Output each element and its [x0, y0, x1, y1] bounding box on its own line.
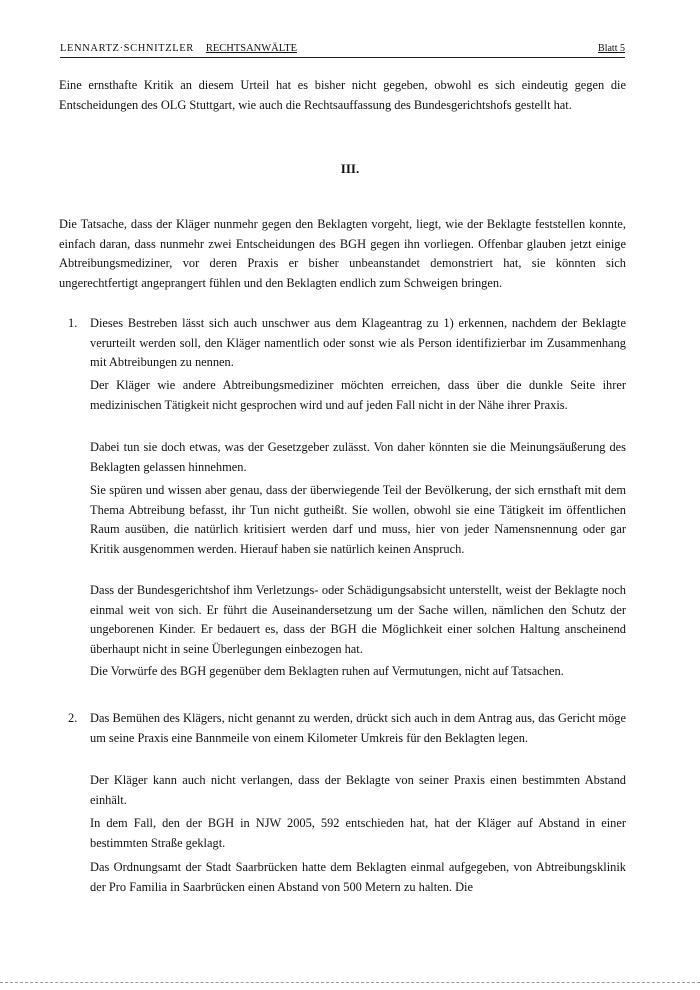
- firm-subtitle: RECHTSANWÄLTE: [205, 43, 298, 54]
- item-2-paragraph-4: Das Ordnungsamt der Stadt Saarbrücken hatte dem Beklagten einmal aufgegeben, von Abtreibungsklinik der Pro Familia in Saarbrücken einen Abstand von 500 Metern zu halten. Die: [90, 860, 626, 894]
- item-2-paragraph-1: Das Bemühen des Klägers, nicht genannt zu werden, drückt sich auch in dem Antrag aus, das Gericht möge um seine Praxis eine Bannmeile von einem Kilometer Umkreis für den Beklagten legen.: [90, 711, 626, 745]
- item-1-paragraph-6: Die Vorwürfe des BGH gegenüber dem Beklagten ruhen auf Vermutungen, nicht auf Tatsachen.: [90, 664, 564, 678]
- item-number-1: 1.: [68, 316, 78, 330]
- item-2-paragraph-2: Der Kläger kann auch nicht verlangen, dass der Beklagte von seiner Praxis einen bestimmten Abstand einhält.: [90, 773, 626, 807]
- item-1-paragraph-2: Der Kläger wie andere Abtreibungsmediziner möchten erreichen, dass über die dunkle Seite ihrer medizinischen Tätigkeit nicht gesprochen wird und auf jeden Fall nicht in der Nähe ihrer Praxis.: [90, 378, 626, 412]
- page-number: Blatt 5: [598, 43, 625, 54]
- firm-name: LENNARTZ·SCHNITZLER RECHTSANWÄLTE: [60, 43, 298, 54]
- letterhead: [60, 43, 625, 58]
- item-1-paragraph-4: Sie spüren und wissen aber genau, dass der überwiegende Teil der Bevölkerung, der sich ernsthaft mit dem Thema Abtreibung befasst, ihr Tun nicht gutheißt. Sie wollen, obwohl sie eine Tätigkeit im öffentlichen Raum ausüben, die natürlich kritisiert werden darf und muss, hier von jeder Namensnennung oder gar Kritik ausgenommen werden. Hierauf haben sie natürlich keinen Anspruch.: [90, 483, 626, 556]
- intro-paragraph: Eine ernsthafte Kritik an diesem Urteil hat es bisher nicht gegeben, obwohl es sich eindeutig gegen die Entscheidungen des OLG Stuttgart, wie auch die Rechtsauffassung des Bundesgerichtshofs gestellt hat.: [59, 78, 626, 112]
- item-1-paragraph-1: Dieses Bestreben lässt sich auch unschwer aus dem Klageantrag zu 1) erkennen, nachdem der Beklagte verurteilt werden soll, den Kläger namentlich oder sonst wie als Person identifizierbar im Zusammenhang mit Abtreibungen zu nennen.: [90, 316, 626, 370]
- item-1-paragraph-3: Dabei tun sie doch etwas, was der Gesetzgeber zulässt. Von daher könnten sie die Meinungsäußerung des Beklagten gelassen hinnehmen.: [90, 440, 626, 474]
- section-heading: III.: [340, 161, 360, 176]
- item-number-2: 2.: [68, 711, 78, 725]
- scan-edge-rule: [0, 982, 700, 984]
- item-2-paragraph-3: In dem Fall, den der BGH in NJW 2005, 592 entschieden hat, hat der Kläger auf Abstand in einer bestimmten Straße geklagt.: [90, 816, 626, 850]
- item-1-paragraph-5: Dass der Bundesgerichtshof ihm Verletzungs- oder Schädigungsabsicht unterstellt, weist der Beklagte noch einmal weit von sich. Er führt die Auseinandersetzung um der Sache willen, nämlichen den Schutz der ungeborenen Kinder. Er bedauert es, dass der BGH die Möglichkeit einer solchen Haltung anscheinend überhaupt nicht in seine Überlegungen einbezogen hat.: [90, 583, 626, 656]
- section-intro-paragraph: Die Tatsache, dass der Kläger nunmehr gegen den Beklagten vorgeht, liegt, wie der Beklagte feststellen konnte, einfach daran, dass nunmehr zwei Entscheidungen des BGH gegen ihn vorliegen. Offenbar glauben jetzt einige Abtreibungsmediziner, vor deren Praxis er bisher unbeanstandet demonstriert hat, sie könnten sich ungerechtfertigt angeprangert fühlen und den Beklagten endlich zum Schweigen bringen.: [59, 217, 626, 290]
